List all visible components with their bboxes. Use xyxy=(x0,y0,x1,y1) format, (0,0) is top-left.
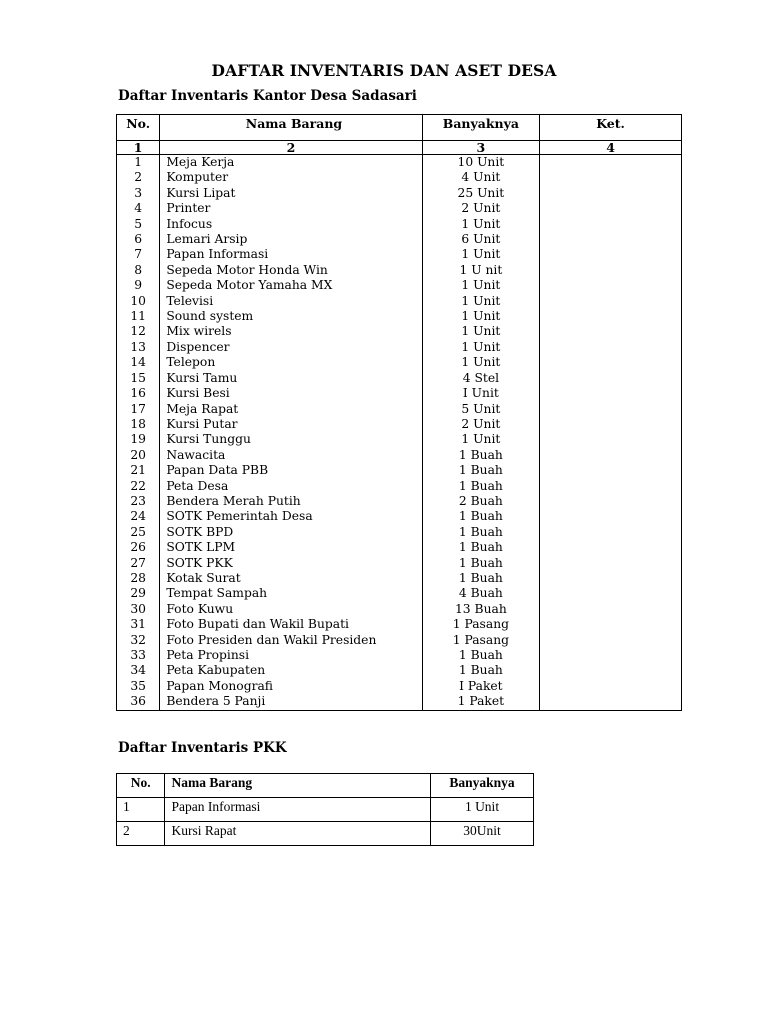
row-no: 1 xyxy=(117,155,160,171)
row-banyaknya: 1 Buah xyxy=(422,556,540,571)
table-row xyxy=(117,432,682,447)
row-ket xyxy=(540,340,682,355)
table-row xyxy=(117,386,682,401)
row-banyaknya: 1 Buah xyxy=(422,663,540,678)
table-row xyxy=(117,201,682,216)
table-row xyxy=(117,602,682,617)
row-nama-barang: Dispencer xyxy=(160,340,422,355)
row-ket xyxy=(540,432,682,447)
row-no: 21 xyxy=(117,463,160,478)
row-nama-barang: Kursi Tunggu xyxy=(160,432,422,447)
section-heading-kantor-desa: Daftar Inventaris Kantor Desa Sadasari xyxy=(118,88,417,104)
row-nama-barang: Meja Kerja xyxy=(160,155,422,171)
row-banyaknya: 1 Buah xyxy=(422,463,540,478)
row-ket xyxy=(540,586,682,601)
row-banyaknya: 2 Unit xyxy=(422,201,540,216)
table-row xyxy=(117,448,682,463)
table-row xyxy=(117,479,682,494)
table-row xyxy=(117,571,682,586)
row-no: 36 xyxy=(117,694,160,710)
row-no: 6 xyxy=(117,232,160,247)
row-ket xyxy=(540,186,682,201)
table-row xyxy=(117,556,682,571)
row-no: 32 xyxy=(117,633,160,648)
row-banyaknya: 4 Stel xyxy=(422,371,540,386)
row-no: 2 xyxy=(117,170,160,185)
table-row xyxy=(117,309,682,324)
table-row xyxy=(117,617,682,632)
row-ket xyxy=(540,463,682,478)
row-ket xyxy=(540,556,682,571)
row-ket xyxy=(540,648,682,663)
row-nama-barang: Mix wirels xyxy=(160,324,422,339)
header-ket: Ket. xyxy=(540,115,682,141)
row-ket xyxy=(540,232,682,247)
row-no: 4 xyxy=(117,201,160,216)
row-no: 14 xyxy=(117,355,160,370)
row-no: 26 xyxy=(117,540,160,555)
row-nama-barang: Peta Kabupaten xyxy=(160,663,422,678)
row-banyaknya: 25 Unit xyxy=(422,186,540,201)
row-banyaknya: 13 Buah xyxy=(422,602,540,617)
row-no: 31 xyxy=(117,617,160,632)
table-row xyxy=(117,694,682,710)
table-row xyxy=(117,263,682,278)
row-ket xyxy=(540,571,682,586)
row-banyaknya: 1 Unit xyxy=(422,294,540,309)
table-row xyxy=(117,633,682,648)
row-no: 3 xyxy=(117,186,160,201)
row-banyaknya: 1 U nit xyxy=(422,263,540,278)
row-nama-barang: Papan Informasi xyxy=(165,798,431,822)
header-nama-barang: Nama Barang xyxy=(160,115,422,141)
row-banyaknya: 1 Pasang xyxy=(422,633,540,648)
table-row xyxy=(117,540,682,555)
row-ket xyxy=(540,263,682,278)
row-banyaknya: 2 Buah xyxy=(422,494,540,509)
row-ket xyxy=(540,155,682,171)
row-no: 30 xyxy=(117,602,160,617)
section-heading-pkk: Daftar Inventaris PKK xyxy=(118,740,287,756)
row-banyaknya: 1 Buah xyxy=(422,479,540,494)
row-nama-barang: Peta Propinsi xyxy=(160,648,422,663)
table-row xyxy=(117,217,682,232)
table-row xyxy=(117,355,682,370)
row-nama-barang: Kursi Besi xyxy=(160,386,422,401)
row-ket xyxy=(540,479,682,494)
table-row xyxy=(117,663,682,678)
row-nama-barang: Kursi Tamu xyxy=(160,371,422,386)
column-number: 1 xyxy=(117,141,160,155)
row-ket xyxy=(540,694,682,710)
row-ket xyxy=(540,247,682,262)
row-ket xyxy=(540,494,682,509)
row-banyaknya: 6 Unit xyxy=(422,232,540,247)
header-nama-barang: Nama Barang xyxy=(165,774,431,798)
row-ket xyxy=(540,309,682,324)
row-banyaknya: 4 Unit xyxy=(422,170,540,185)
row-banyaknya: 1 Paket xyxy=(422,694,540,710)
row-banyaknya: 1 Unit xyxy=(422,340,540,355)
row-nama-barang: Bendera Merah Putih xyxy=(160,494,422,509)
row-no: 16 xyxy=(117,386,160,401)
row-no: 7 xyxy=(117,247,160,262)
row-no: 35 xyxy=(117,679,160,694)
row-banyaknya: I Unit xyxy=(422,386,540,401)
row-ket xyxy=(540,679,682,694)
table-row xyxy=(117,232,682,247)
row-nama-barang: Printer xyxy=(160,201,422,216)
table-row xyxy=(117,371,682,386)
row-banyaknya: 1 Buah xyxy=(422,540,540,555)
row-nama-barang: SOTK BPD xyxy=(160,525,422,540)
row-nama-barang: Kursi Putar xyxy=(160,417,422,432)
inventory-table-pkk xyxy=(116,773,534,846)
table-row xyxy=(117,494,682,509)
row-nama-barang: SOTK PKK xyxy=(160,556,422,571)
row-banyaknya: 1 Buah xyxy=(422,525,540,540)
row-ket xyxy=(540,509,682,524)
row-nama-barang: Papan Monografi xyxy=(160,679,422,694)
row-banyaknya: 1 Unit xyxy=(422,247,540,262)
row-ket xyxy=(540,602,682,617)
row-ket xyxy=(540,417,682,432)
row-ket xyxy=(540,294,682,309)
row-banyaknya: 5 Unit xyxy=(422,402,540,417)
row-banyaknya: 2 Unit xyxy=(422,417,540,432)
row-nama-barang: Infocus xyxy=(160,217,422,232)
row-nama-barang: Peta Desa xyxy=(160,479,422,494)
row-banyaknya: 1 Unit xyxy=(422,432,540,447)
row-no: 20 xyxy=(117,448,160,463)
row-ket xyxy=(540,324,682,339)
row-no: 33 xyxy=(117,648,160,663)
row-nama-barang: Lemari Arsip xyxy=(160,232,422,247)
table-row xyxy=(117,294,682,309)
table-row xyxy=(117,679,682,694)
row-no: 24 xyxy=(117,509,160,524)
table-row xyxy=(117,247,682,262)
row-nama-barang: Papan Data PBB xyxy=(160,463,422,478)
row-no: 28 xyxy=(117,571,160,586)
header-banyaknya: Banyaknya xyxy=(422,115,540,141)
row-nama-barang: Tempat Sampah xyxy=(160,586,422,601)
row-no: 2 xyxy=(117,822,165,846)
row-nama-barang: Bendera 5 Panji xyxy=(160,694,422,710)
column-number: 4 xyxy=(540,141,682,155)
table-row xyxy=(117,509,682,524)
row-banyaknya: 1 Buah xyxy=(422,448,540,463)
row-ket xyxy=(540,386,682,401)
column-number: 2 xyxy=(160,141,422,155)
table-header-row xyxy=(117,774,534,798)
inventory-table-kantor-desa xyxy=(116,114,682,711)
row-banyaknya: 1 Unit xyxy=(422,278,540,293)
row-no: 13 xyxy=(117,340,160,355)
row-no: 22 xyxy=(117,479,160,494)
row-no: 12 xyxy=(117,324,160,339)
header-no: No. xyxy=(117,115,160,141)
row-banyaknya: I Paket xyxy=(422,679,540,694)
row-banyaknya: 1 Unit xyxy=(422,309,540,324)
row-no: 5 xyxy=(117,217,160,232)
row-ket xyxy=(540,663,682,678)
table-row xyxy=(117,463,682,478)
row-ket xyxy=(540,448,682,463)
table-row xyxy=(117,798,534,822)
row-ket xyxy=(540,217,682,232)
row-banyaknya: 1 Buah xyxy=(422,509,540,524)
row-ket xyxy=(540,633,682,648)
row-no: 10 xyxy=(117,294,160,309)
row-nama-barang: Foto Presiden dan Wakil Presiden xyxy=(160,633,422,648)
row-no: 1 xyxy=(117,798,165,822)
table-row xyxy=(117,417,682,432)
table-row xyxy=(117,525,682,540)
column-number: 3 xyxy=(422,141,540,155)
row-nama-barang: Foto Bupati dan Wakil Bupati xyxy=(160,617,422,632)
table-row xyxy=(117,340,682,355)
row-banyaknya: 1 Unit xyxy=(422,217,540,232)
row-no: 15 xyxy=(117,371,160,386)
row-ket xyxy=(540,540,682,555)
row-no: 11 xyxy=(117,309,160,324)
row-no: 23 xyxy=(117,494,160,509)
table-row xyxy=(117,186,682,201)
row-no: 34 xyxy=(117,663,160,678)
row-no: 18 xyxy=(117,417,160,432)
row-banyaknya: 1 Pasang xyxy=(422,617,540,632)
row-nama-barang: Nawacita xyxy=(160,448,422,463)
table-row xyxy=(117,586,682,601)
row-no: 19 xyxy=(117,432,160,447)
row-banyaknya: 1 Unit xyxy=(422,355,540,370)
row-banyaknya: 4 Buah xyxy=(422,586,540,601)
row-no: 25 xyxy=(117,525,160,540)
row-nama-barang: Meja Rapat xyxy=(160,402,422,417)
row-banyaknya: 10 Unit xyxy=(422,155,540,171)
row-ket xyxy=(540,371,682,386)
table-row xyxy=(117,278,682,293)
row-banyaknya: 1 Unit xyxy=(431,798,534,822)
row-nama-barang: Foto Kuwu xyxy=(160,602,422,617)
row-nama-barang: Kursi Rapat xyxy=(165,822,431,846)
column-number-row xyxy=(117,141,682,155)
row-no: 27 xyxy=(117,556,160,571)
row-no: 17 xyxy=(117,402,160,417)
row-banyaknya: 1 Unit xyxy=(422,324,540,339)
row-nama-barang: Sound system xyxy=(160,309,422,324)
table-header-row xyxy=(117,115,682,141)
table-row xyxy=(117,822,534,846)
table-row xyxy=(117,324,682,339)
row-banyaknya: 1 Buah xyxy=(422,648,540,663)
row-nama-barang: Sepeda Motor Yamaha MX xyxy=(160,278,422,293)
table-row xyxy=(117,170,682,185)
header-banyaknya: Banyaknya xyxy=(431,774,534,798)
row-ket xyxy=(540,402,682,417)
header-no: No. xyxy=(117,774,165,798)
row-ket xyxy=(540,201,682,216)
row-ket xyxy=(540,525,682,540)
row-nama-barang: Kursi Lipat xyxy=(160,186,422,201)
row-ket xyxy=(540,355,682,370)
row-no: 8 xyxy=(117,263,160,278)
row-nama-barang: Televisi xyxy=(160,294,422,309)
row-nama-barang: Kotak Surat xyxy=(160,571,422,586)
row-ket xyxy=(540,170,682,185)
row-nama-barang: Telepon xyxy=(160,355,422,370)
row-nama-barang: SOTK LPM xyxy=(160,540,422,555)
row-nama-barang: Komputer xyxy=(160,170,422,185)
row-no: 9 xyxy=(117,278,160,293)
row-no: 29 xyxy=(117,586,160,601)
row-nama-barang: SOTK Pemerintah Desa xyxy=(160,509,422,524)
table-row xyxy=(117,402,682,417)
row-nama-barang: Sepeda Motor Honda Win xyxy=(160,263,422,278)
row-ket xyxy=(540,617,682,632)
row-nama-barang: Papan Informasi xyxy=(160,247,422,262)
table-row xyxy=(117,155,682,171)
table-row xyxy=(117,648,682,663)
row-banyaknya: 30Unit xyxy=(431,822,534,846)
row-ket xyxy=(540,278,682,293)
row-banyaknya: 1 Buah xyxy=(422,571,540,586)
document-title: DAFTAR INVENTARIS DAN ASET DESA xyxy=(211,61,557,80)
